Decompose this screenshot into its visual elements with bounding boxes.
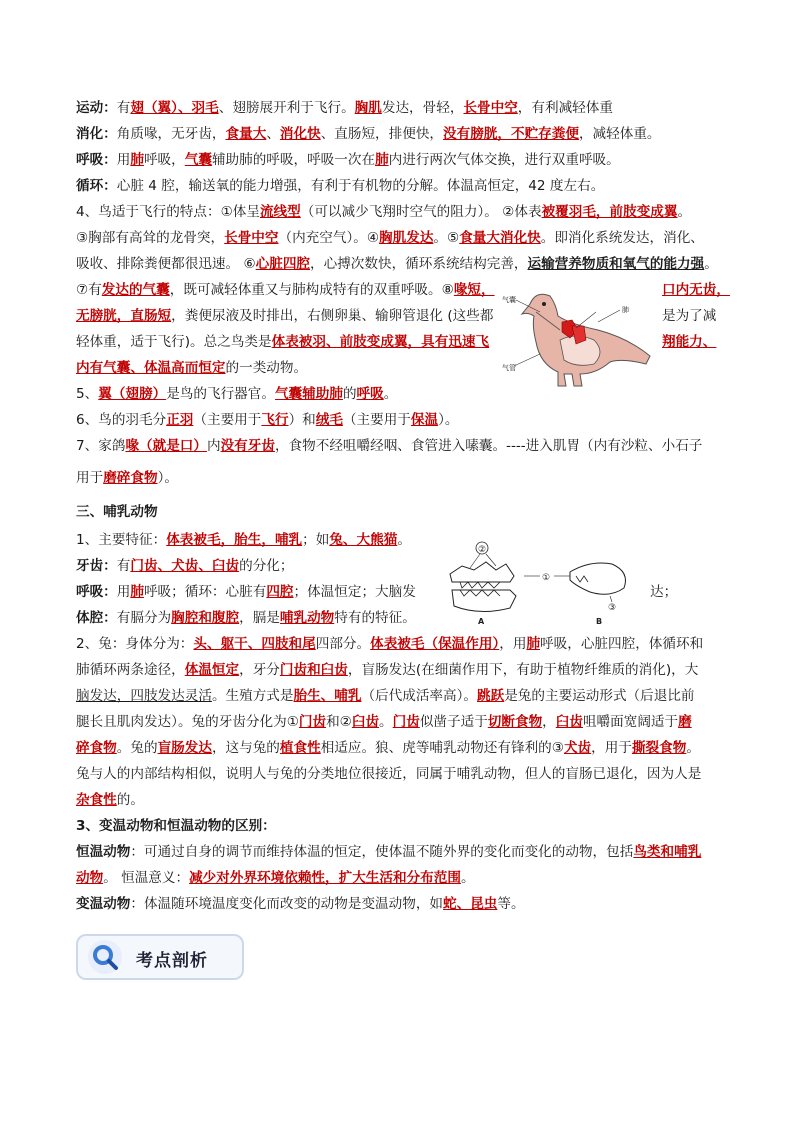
- bird-feather-line: 6、鸟的羽毛分正羽（主要用于飞行）和绒毛（主要用于保温）。: [76, 412, 459, 428]
- mammal-respiration-line: 呼吸：用肺呼吸；循环：心脏有四腔；体温恒定；大脑发: [76, 584, 416, 600]
- rabbit-line: 兔与人的内部结构相似，说明人与兔的分类地位很接近，同属于哺乳动物，但人的盲肠已退化，因为人是: [76, 766, 702, 782]
- rabbit-line: 肺循环两条途径，体温恒定，牙分门齿和臼齿，盲肠发达(在细菌作用下，有助于植物纤维质的消化)，大: [76, 662, 699, 678]
- bird-feature-line-right: 是为了减: [662, 308, 717, 324]
- trachea-label: 气管: [502, 364, 516, 372]
- bird-wing-line: 5、翼（翅膀）是鸟的飞行器官。气囊辅助肺的呼吸。: [76, 386, 398, 402]
- bird-feature-line: 吸收、排除粪便都很迅速。 ⑥心脏四腔，心搏次数快，循环系统结构完善，运输营养物质和氧气的能力强。: [76, 256, 718, 272]
- rabbit-line: 腿长且肌肉发达）。兔的牙齿分化为①门齿和②臼齿。门齿似凿子适于切断食物，臼齿咀嚼面宽阔适于磨: [76, 714, 692, 730]
- bird-feature-line: 4、鸟适于飞行的特点：①体呈流线型（可以减少飞翔时空气的阻力）。 ②体表被覆羽毛，前肢变成翼。: [76, 204, 692, 220]
- warm-blooded-line: 动物。 恒温意义：减少对外界环境依赖性，扩大生活和分布范围。: [76, 870, 475, 886]
- mammal-teeth-line: 牙齿：有门齿、犬齿、臼齿的分化；: [76, 558, 294, 574]
- search-icon: [88, 940, 122, 974]
- lung-label: 肺: [622, 306, 629, 314]
- bird-circulation-line: 循环：心脏 4 腔，输送氧的能力增强，有利于有机物的分解。体温高恒定，42 度左右。: [76, 178, 605, 194]
- bird-movement-line: 运动：有翅（翼）、羽毛、翅膀展开利于飞行。胸肌发达，骨轻，长骨中空，有利减轻体重: [76, 100, 613, 116]
- gas-sac-label: 气囊: [502, 296, 516, 304]
- exam-analysis-badge: [76, 934, 244, 980]
- figure-label-b: B: [596, 617, 603, 626]
- tooth-label-1: ①: [542, 573, 551, 583]
- tooth-label-2: ②: [478, 545, 487, 555]
- cold-blooded-line: 变温动物：体温随环境温度变化而改变的动物是变温动物，如蛇、昆虫等。: [76, 896, 525, 912]
- teeth-figure: [440, 536, 640, 626]
- tooth-label-3: ③: [608, 603, 617, 613]
- badge-label: 考点剖析: [136, 951, 208, 971]
- bird-anatomy-figure: [500, 282, 660, 392]
- bird-feature-line: 轻体重，适于飞行)。总之鸟类是体表被羽、前肢变成翼，具有迅速飞: [76, 334, 490, 350]
- rabbit-line: 碎食物。兔的盲肠发达，这与兔的植食性相适应。狼、虎等哺乳动物还有锋利的③犬齿，用于撕裂食物。: [76, 740, 700, 756]
- rabbit-line: 脑发达，四肢发达灵活。生殖方式是胎生、哺乳（后代成活率高）。跳跃是兔的主要运动形式（后退比前: [76, 688, 695, 704]
- bird-digestion-line: 消化：角质喙，无牙齿，食量大、消化快、直肠短，排便快，没有膀胱，不贮存粪便，减轻体重。: [76, 126, 661, 142]
- figure-label-a: A: [478, 617, 485, 626]
- temperature-heading: 3、变温动物和恒温动物的区别：: [76, 818, 276, 834]
- mammals-heading: 三、哺乳动物: [76, 504, 158, 520]
- bird-feature-line: 无膀胱，直肠短，粪便尿液及时排出，右侧卵巢、输卵管退化 (这些都: [76, 308, 494, 324]
- warm-blooded-line: 恒温动物：可通过自身的调节而维持体温的恒定，使体温不随外界的变化而变化的动物，包括鸟类和哺乳: [76, 844, 702, 860]
- mammal-cavity-line: 体腔：有膈分为胸腔和腹腔，膈是哺乳动物特有的特征。: [76, 610, 416, 626]
- bird-feature-line: 内有气囊、体温高而恒定的一类动物。: [76, 360, 308, 376]
- bird-feature-line: ③胸部有高耸的龙骨突，长骨中空（内充空气）。④胸肌发达。⑤食量大消化快。即消化系统发达，消化、: [76, 230, 704, 246]
- mammal-feature-line: 1、主要特征：体表被毛，胎生，哺乳；如兔、大熊猫。: [76, 532, 411, 548]
- bird-respiration-line: 呼吸：用肺呼吸，气囊辅助肺的呼吸，呼吸一次在肺内进行两次气体交换，进行双重呼吸。: [76, 152, 620, 168]
- mammal-respiration-line-right: 达；: [650, 584, 678, 600]
- bird-feature-line: ⑦有发达的气囊，既可减轻体重又与肺构成特有的双重呼吸。⑧喙短，: [76, 282, 495, 298]
- rabbit-line: 2、兔：身体分为：头、躯干、四肢和尾四部分。体表被毛（保温作用），用肺呼吸，心脏四腔，体循环和: [76, 636, 704, 652]
- bird-feature-line-right: 翔能力、: [662, 334, 717, 350]
- rabbit-line: 杂食性的。: [76, 792, 144, 808]
- teeth-diagram: [440, 536, 640, 626]
- bird-feature-line-right: 口内无齿，: [662, 282, 730, 298]
- pigeon-line: 7、家鸽喙（就是口）内没有牙齿，食物不经咀嚼经咽、食管进入嗉囊。----进入肌胃（内有沙粒、小石子: [76, 438, 703, 454]
- bird-anatomy-diagram: [500, 282, 660, 392]
- pigeon-line: 用于磨碎食物）。: [76, 470, 178, 486]
